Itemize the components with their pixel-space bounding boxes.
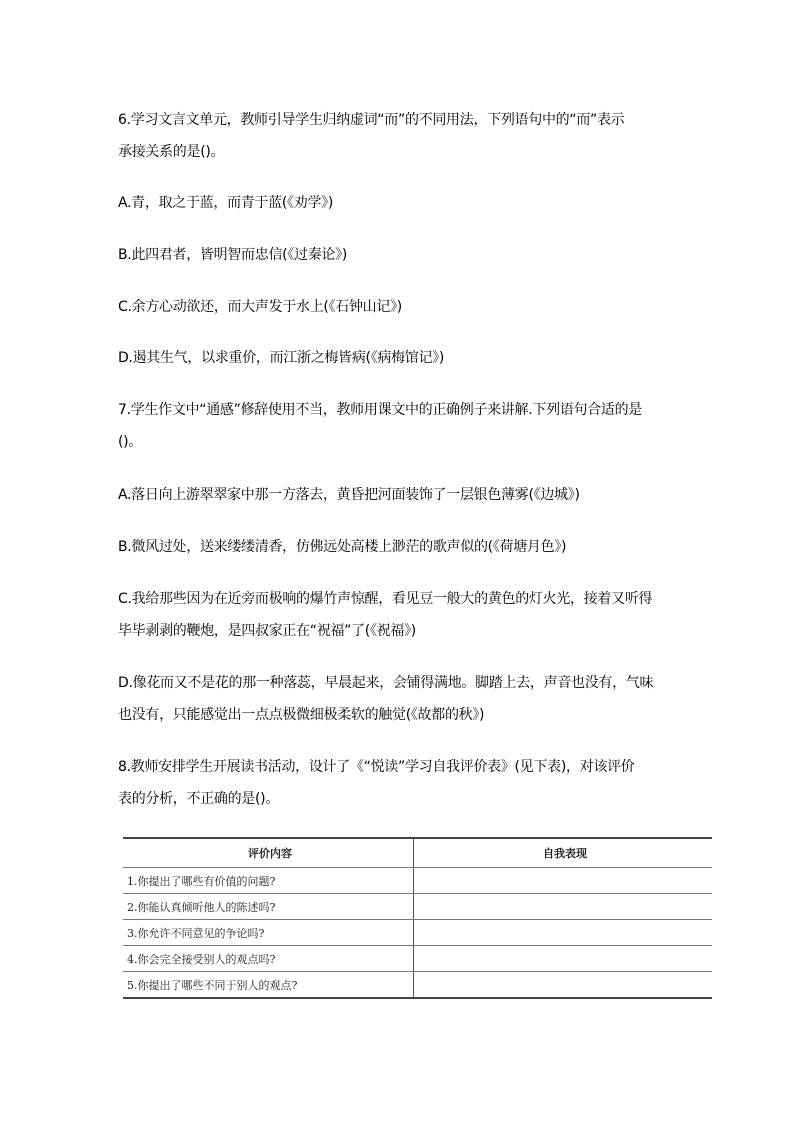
table-row [123,868,712,894]
option-d: D.遏其生气，以求重价，而江浙之梅皆病(《病梅馆记》) [118,350,445,366]
question-stem: ()。 [118,434,143,450]
option-a: A.落日向上游翠翠家中那一方落去，黄昏把河面装饰了一层银色薄雾(《边城》) [118,487,580,503]
question-stem: 6.学习文言文单元，教师引导学生归纳虚词“而”的不同用法，下列语句中的“而”表示 [118,112,625,128]
row-item: 1.你提出了哪些有价值的问题? [123,868,414,894]
question-stem: 承接关系的是()。 [118,144,225,160]
option-c: C.我给那些因为在近旁而极响的爆竹声惊醒，看见豆一般大的黄色的灯火光，接着又听得 [118,591,653,607]
option-a: A.青，取之于蓝，而青于蓝(《劝学》) [118,195,334,211]
row-item: 4.你会完全接受别人的观点吗? [123,946,414,972]
option-c-cont: 毕毕剥剥的鞭炮，是四叔家正在“祝福”了(《祝福》) [118,623,416,639]
option-b: B.此四君者，皆明智而忠信(《过秦论》) [118,247,347,263]
table-row [123,972,712,999]
question-stem: 8.教师安排学生开展读书活动，设计了《“悦读”学习自我评价表》(见下表)，对该评价 [118,759,635,775]
question-stem: 表的分析，不正确的是()。 [118,791,280,807]
row-item: 3.你允许不同意见的争论吗? [123,920,414,946]
row-blank [414,868,713,894]
row-item: 5.你提出了哪些不同于别人的观点? [123,972,414,999]
table-row [123,920,712,946]
question-stem: 7.学生作文中“通感”修辞使用不当，教师用课文中的正确例子来讲解.下列语句合适的是 [118,402,643,418]
table-row [123,894,712,920]
option-b: B.微风过处，送来缕缕清香，仿佛远处高楼上渺茫的歌声似的(《荷塘月色》) [118,539,567,555]
row-blank [414,946,713,972]
option-c: C.余方心动欲还，而大声发于水上(《石钟山记》) [118,299,402,315]
self-evaluation-table [123,837,712,999]
header-performance: 自我表现 [414,838,713,868]
option-d-cont: 也没有，只能感觉出一点点极微细极柔软的触觉(《故都的秋》) [118,707,485,723]
row-blank [414,920,713,946]
row-blank [414,972,713,999]
header-content: 评价内容 [123,838,414,868]
row-blank [414,894,713,920]
row-item: 2.你能认真倾听他人的陈述吗? [123,894,414,920]
option-d: D.像花而又不是花的那一种落蕊，早晨起来，会铺得满地。脚踏上去，声音也没有，气味 [118,675,654,691]
table-row [123,946,712,972]
